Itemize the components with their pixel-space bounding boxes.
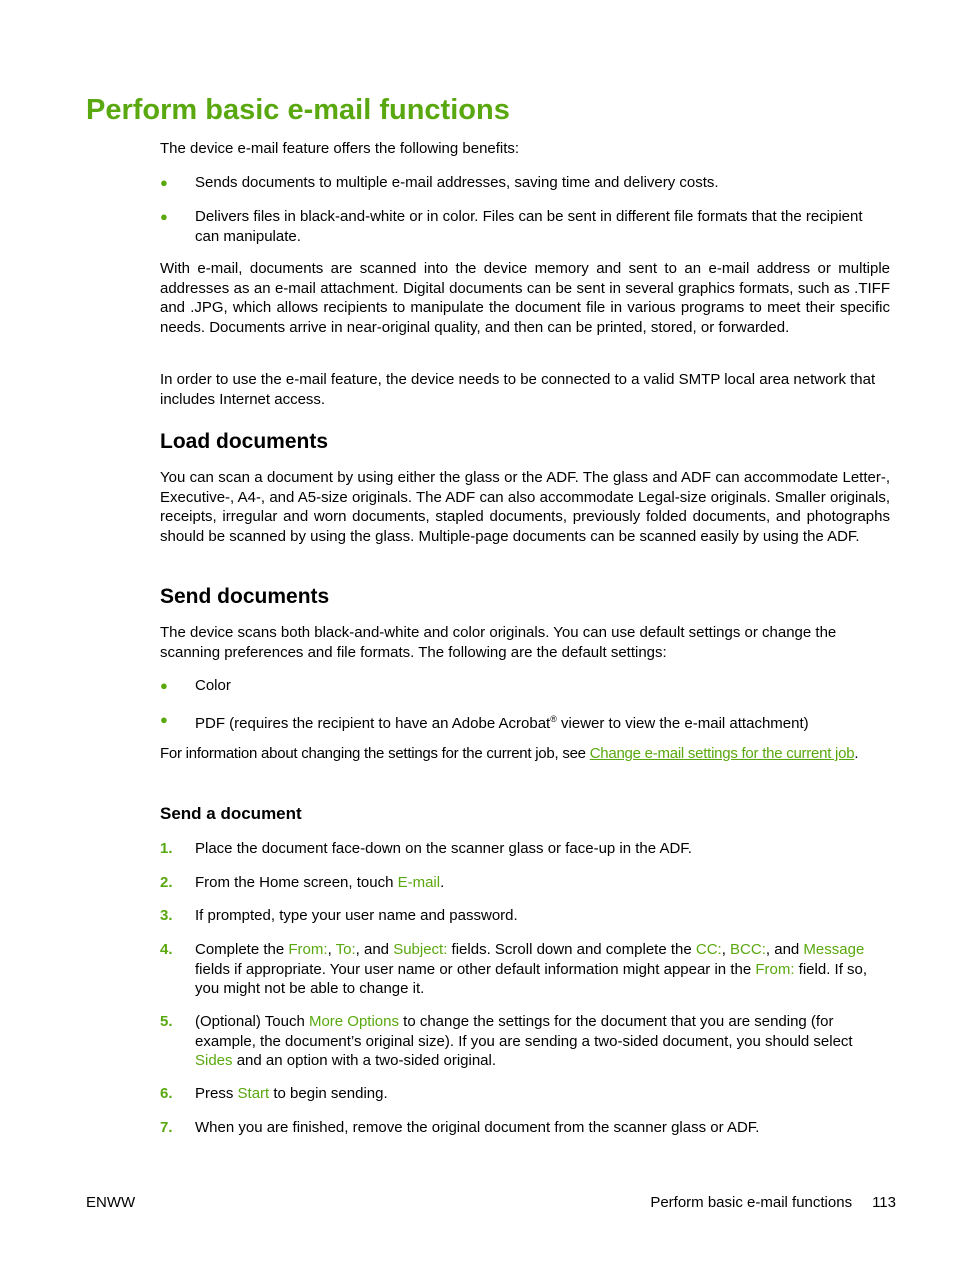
bullet-icon: ● <box>160 175 168 190</box>
intro-text: The device e-mail feature offers the following benefits: <box>160 140 520 157</box>
ui-term: BCC: <box>730 941 766 958</box>
paragraph: With e-mail, documents are scanned into the device memory and sent to an e-mail address or multiple addresses as an e-mail attachment. Digital documents can be sent in several graphics formats, such as .TIFF and .JPG, which allows recipients to manipulate the document file in various programs to meet their specific needs. Documents arrive in near-original quality, and then can be printed, stored, or forwarded. <box>160 260 890 336</box>
bullet-icon: ● <box>160 678 168 693</box>
ui-term: From: <box>755 960 795 978</box>
list-item: 6. Press Start to begin sending. <box>160 1085 388 1102</box>
ui-term: More Options <box>308 1013 399 1030</box>
page-title: Perform basic e-mail functions <box>86 94 510 126</box>
ui-term: Message <box>803 941 865 958</box>
ui-term: From: <box>288 941 328 958</box>
ui-term: To: <box>335 941 356 958</box>
footer-right <box>650 1193 896 1212</box>
footer-left: ENWW <box>86 1194 136 1211</box>
list-item: ● Sends documents to multiple e-mail addresses, saving time and delivery costs. <box>160 174 719 191</box>
page-number: 113 <box>872 1194 896 1211</box>
list-item: 5. (Optional) Touch More Options to change the settings for the document that you are sending (for example, the document’s original size). If you are sending a two-sided document, you should select Sides and an option with a two-sided original. <box>160 1013 853 1069</box>
list-item: 2. From the Home screen, touch E-mail. <box>160 874 445 891</box>
ui-term: Subject: <box>393 941 448 958</box>
ui-term: Sides <box>195 1052 233 1069</box>
section-heading-load: Load documents <box>160 430 329 453</box>
section-heading-send: Send documents <box>160 585 330 608</box>
paragraph: The device scans both black-and-white and color originals. You can use default settings or change the scanning preferences and file formats. The following are the default settings: <box>160 624 837 661</box>
ui-term: CC: <box>695 941 722 958</box>
subsection-heading: Send a document <box>160 804 302 823</box>
list-item: 4. Complete the From:, To:, and Subject: fields. Scroll down and complete the CC:, BCC:, and Message fields if appropriate. Your user name or other default information might appear in the From: field. If so, you might not be able to change it. <box>160 941 868 997</box>
ui-term: E-mail <box>397 874 441 891</box>
paragraph: You can scan a document by using either the glass or the ADF. The glass and ADF can accommodate Letter-, Executive-, A4-, and A5-size originals. The ADF can also accommodate Legal-size originals. Smaller originals, receipts, irregular and worn documents, stapled documents, previously folded documents, and photographs should be scanned by using the glass. Multiple-page documents can be scanned easily by using the ADF. <box>160 469 890 545</box>
ui-term: Start <box>237 1085 270 1102</box>
bullet-icon: ● <box>160 209 168 224</box>
list-item: 3. If prompted, type your user name and password. <box>160 907 518 924</box>
paragraph: In order to use the e-mail feature, the device needs to be connected to a valid SMTP local area network that includes Internet access. <box>160 371 876 408</box>
list-item: 1. Place the document face-down on the scanner glass or face-up in the ADF. <box>160 840 692 857</box>
settings-link[interactable]: Change e-mail settings for the current job <box>589 745 855 762</box>
list-item: ● Delivers files in black-and-white or in color. Files can be sent in different file formats that the recipient can manipulate. <box>160 208 863 245</box>
footer-section: Perform basic e-mail functions <box>650 1194 853 1211</box>
list-item: ● Color <box>160 677 231 694</box>
paragraph: For information about changing the settings for the current job, see Change e-mail settings for the current job. <box>160 745 859 762</box>
list-item: ● PDF (requires the recipient to have an Adobe Acrobat® viewer to view the e-mail attachment) <box>160 712 809 732</box>
bullet-icon: ● <box>160 712 168 727</box>
list-item: 7. When you are finished, remove the original document from the scanner glass or ADF. <box>160 1119 760 1136</box>
